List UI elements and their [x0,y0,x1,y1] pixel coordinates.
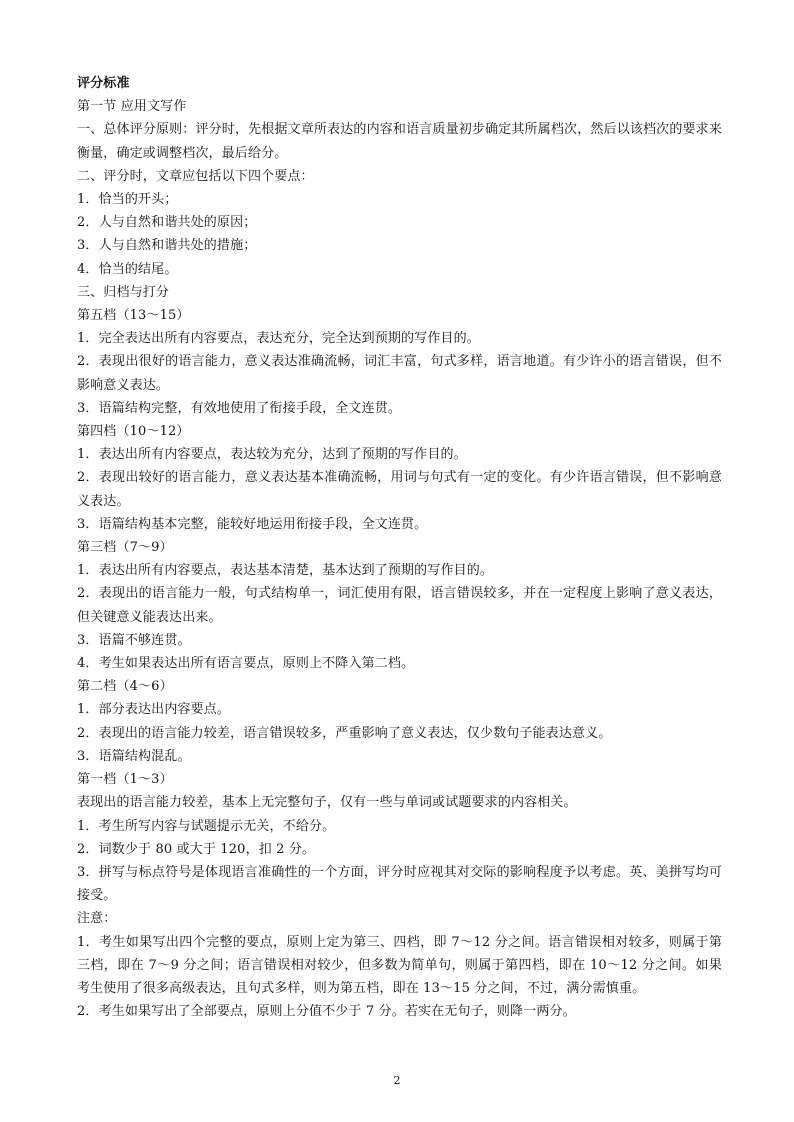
tier-heading: 第二档（4～6） [77,679,173,695]
tier-item: 1．完全表达出所有内容要点，表达充分，完全达到预期的写作目的。 [77,331,480,347]
tier-item: 1．考生所写内容与试题提示无关，不给分。 [77,818,336,834]
tier-item: 3．语篇结构完整，有效地使用了衔接手段，全文连贯。 [77,400,402,416]
tier-heading: 第一档（1～3） [77,772,173,788]
tier-item: 2．表现出的语言能力较差，语言错误较多，严重影响了意义表达，仅少数句子能表达意义。 [77,725,612,741]
point-item: 1．恰当的开头； [77,192,178,208]
tier-item: 表现出的语言能力较差，基本上无完整句子，仅有一些与单词或试题要求的内容相关。 [77,795,577,811]
point-item: 3．人与自然和谐共处的措施； [77,238,257,254]
tier-item: 3．语篇不够连贯。 [77,632,191,648]
tier-heading: 第三档（7～9） [77,540,173,556]
note-item: 2．考生如果写出了全部要点，原则上分值不少于 7 分。若实在无句子，则降一两分。 [77,1004,576,1020]
point-item: 4．恰当的结尾。 [77,261,178,277]
page-number: 2 [393,1074,401,1087]
tier-item: 1．表达出所有内容要点，表达较为充分，达到了预期的写作目的。 [77,447,467,463]
tier-item: 2．表现出较好的语言能力，意义表达基本准确流畅，用词与句式有一定的变化。有少许语言错误，但不影响意义表达。 [77,470,722,509]
tier-item: 2．表现出的语言能力一般，句式结构单一，词汇使用有限，语言错误较多，并在一定程度上影响了意义表达，但关键意义能表达出来。 [77,586,722,625]
section-heading: 第一节 应用文写作 [77,99,187,115]
tier-item: 3．拼写与标点符号是体现语言准确性的一个方面，评分时应视其对交际的影响程度予以考虑。英、美拼写均可接受。 [77,864,722,904]
tier-item: 2．词数少于 80 或大于 120，扣 2 分。 [77,841,316,857]
grading-heading: 三、归档与打分 [77,284,170,300]
tier-item: 3．语篇结构混乱。 [77,748,191,764]
tier-item: 1．表达出所有内容要点，表达基本清楚，基本达到了预期的写作目的。 [77,563,494,579]
tier-heading: 第五档（13～15） [77,308,190,324]
page-title: 评分标准 [77,76,130,91]
tier-heading: 第四档（10～12） [77,424,190,440]
tier-item: 3．语篇结构基本完整，能较好地运用衔接手段，全文连贯。 [77,516,428,532]
points-intro: 二、评分时，文章应包括以下四个要点： [77,168,314,184]
overall-principle: 一、总体评分原则：评分时，先根据文章所表达的内容和语言质量初步确定其所属档次，然后以该档次的要求来衡量，确定或调整档次，最后给分。 [77,122,722,161]
note-item: 1．考生如果写出四个完整的要点，原则上定为第三、四档，即 7～12 分之间。语言错误相对较多，则属于第三档，即在 7～9 分之间；语言错误相对较少，但多数为简单句，则属于第四档，即在 10～12 分之间。如果考生使用了很多高级表达，且句式多样，则为第五档，即在 13～15 分之间，不过，满分需慎重。 [77,934,722,996]
tier-item: 4．考生如果表达出所有语言要点，原则上不降入第二档。 [77,656,415,672]
document-body [77,72,722,1023]
tier-item: 2．表现出很好的语言能力，意义表达准确流畅，词汇丰富，句式多样，语言地道。有少许小的语言错误，但不影响意义表达。 [77,354,722,393]
tier-item: 1．部分表达出内容要点。 [77,702,231,718]
point-item: 2．人与自然和谐共处的原因； [77,215,257,231]
notes-heading: 注意： [77,911,117,927]
